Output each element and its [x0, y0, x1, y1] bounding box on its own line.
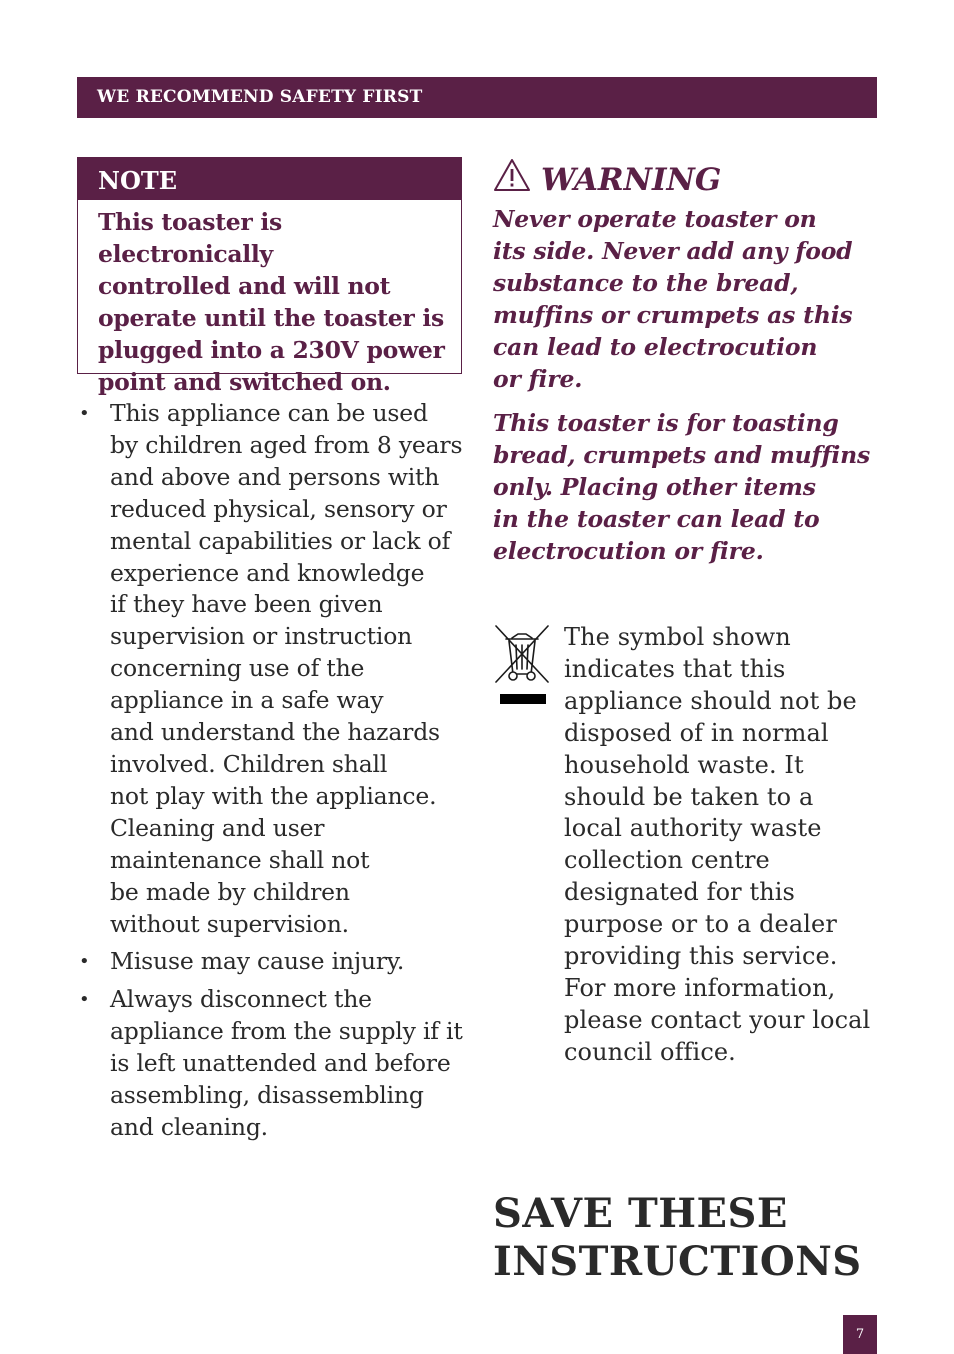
- bullet-line: concerning use of the: [110, 654, 365, 683]
- warning-line: can lead to electrocution: [493, 332, 818, 361]
- save-instructions-heading: [493, 1190, 873, 1286]
- save-line: INSTRUCTIONS: [493, 1238, 862, 1285]
- bullet-line: if they have been given: [110, 590, 383, 619]
- save-line: SAVE THESE: [493, 1190, 788, 1237]
- bullet-line: involved. Children shall: [110, 749, 388, 778]
- note-line: point and switched on.: [98, 368, 391, 396]
- crossed-out-bin-icon: [494, 624, 550, 706]
- bullet-marker: •: [79, 951, 90, 973]
- bullet-line: be made by children: [110, 877, 350, 906]
- weee-line: The symbol shown: [564, 623, 791, 651]
- page-number: 7: [843, 1315, 877, 1354]
- bullet-line: assembling, disassembling: [110, 1081, 424, 1110]
- bullet-line: appliance in a safe way: [110, 686, 384, 715]
- bullet-line: mental capabilities or lack of: [110, 526, 451, 555]
- weee-line: providing this service.: [564, 942, 838, 971]
- bullet-marker: •: [79, 989, 90, 1011]
- bullet-line: without supervision.: [110, 909, 349, 938]
- note-line: controlled and will not: [98, 272, 391, 300]
- note-text: [78, 200, 461, 398]
- note-line: operate until the toaster is: [98, 304, 444, 332]
- warning-heading: [493, 153, 721, 203]
- warning-line: electrocution or fire.: [493, 536, 764, 565]
- weee-line: should be taken to a: [564, 782, 814, 811]
- weee-line: indicates that this: [564, 654, 786, 683]
- weee-disposal-text: [564, 622, 884, 1069]
- bullet-marker: •: [79, 403, 90, 424]
- warning-line: Never operate toaster on: [493, 205, 817, 233]
- bullet-line: not play with the appliance.: [110, 781, 437, 810]
- bullet-line: Misuse may cause injury.: [110, 947, 405, 976]
- bullet-line: This appliance can be used: [110, 399, 428, 427]
- warning-line: substance to the bread,: [493, 268, 799, 297]
- section-header: WE RECOMMEND SAFETY FIRST: [77, 77, 877, 118]
- warning-paragraph-2: [493, 408, 873, 568]
- note-box: [77, 157, 462, 396]
- bullet-line: Cleaning and user: [110, 813, 325, 842]
- list-item: [77, 984, 472, 1144]
- list-item: [77, 946, 472, 978]
- warning-line: or fire.: [493, 364, 583, 393]
- bullet-line: experience and knowledge: [110, 558, 425, 587]
- note-heading: NOTE: [78, 158, 461, 200]
- weee-line: disposed of in normal: [564, 718, 829, 747]
- warning-line: only. Placing other items: [493, 472, 816, 501]
- warning-paragraph-1: [493, 204, 873, 395]
- bullet-line: and above and persons with: [110, 462, 440, 491]
- note-line: plugged into a 230V power: [98, 336, 445, 364]
- warning-triangle-icon: [493, 158, 531, 192]
- bullet-line: is left unattended and before: [110, 1049, 451, 1078]
- bullet-line: and cleaning.: [110, 1112, 268, 1141]
- bullet-line: maintenance shall not: [110, 845, 370, 874]
- warning-line: in the toaster can lead to: [493, 504, 820, 533]
- weee-line: designated for this: [564, 878, 795, 907]
- bullet-line: appliance from the supply if it: [110, 1017, 463, 1046]
- note-line: This toaster is electronically: [98, 208, 282, 268]
- bullet-line: supervision or instruction: [110, 622, 413, 651]
- bullet-line: and understand the hazards: [110, 718, 440, 747]
- bullet-line: by children aged from 8 years: [110, 430, 463, 459]
- weee-line: please contact your local: [564, 1005, 871, 1034]
- safety-bullet-list: [77, 398, 472, 1150]
- list-item: [77, 398, 472, 940]
- warning-title: WARNING: [541, 162, 722, 198]
- warning-line: muffins or crumpets as this: [493, 300, 853, 329]
- bullet-line: Always disconnect the: [110, 985, 372, 1014]
- weee-line: For more information,: [564, 973, 836, 1002]
- bullet-line: reduced physical, sensory or: [110, 494, 447, 523]
- weee-line: purpose or to a dealer: [564, 910, 837, 939]
- weee-line: council office.: [564, 1037, 736, 1066]
- weee-line: collection centre: [564, 846, 770, 875]
- weee-line: household waste. It: [564, 750, 804, 779]
- warning-line: its side. Never add any food: [493, 236, 853, 265]
- weee-line: local authority waste: [564, 814, 822, 843]
- warning-line: This toaster is for toasting: [493, 409, 839, 437]
- weee-line: appliance should not be: [564, 686, 857, 715]
- warning-line: bread, crumpets and muffins: [493, 440, 871, 469]
